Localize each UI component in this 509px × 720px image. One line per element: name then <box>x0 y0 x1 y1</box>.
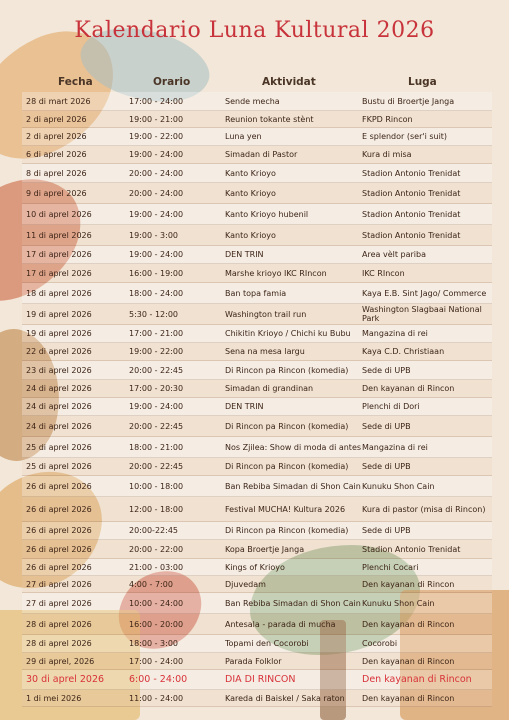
table-row <box>22 635 492 653</box>
activity-cell: Antesala - parada di mucha <box>225 619 336 629</box>
table-row <box>22 343 492 361</box>
page-title: Kalendario Luna Kultural 2026 <box>74 18 435 43</box>
table-row <box>22 458 492 476</box>
time-cell: 11:00 - 24:00 <box>129 693 184 703</box>
table-row <box>22 476 492 497</box>
table-row <box>22 522 492 540</box>
activity-cell: Chikitin Krioyo / Chichi ku Bubu <box>225 329 351 338</box>
location-cell: Den kayanan di Rincon <box>362 579 455 589</box>
location-cell: Plenchi Cocari <box>362 562 419 572</box>
activity-cell: Festival MUCHA! Kultura 2026 <box>225 504 346 514</box>
table-row <box>22 497 492 522</box>
table-header <box>0 74 509 90</box>
date-cell: 24 di aprel 2026 <box>26 384 92 393</box>
date-cell: 9 di aprel 2026 <box>26 188 87 198</box>
date-cell: 8 di aprel 2026 <box>26 168 87 178</box>
activity-cell: Djuvedam <box>225 579 266 589</box>
time-cell: 19:00 - 22:00 <box>129 132 184 141</box>
time-cell: 19:00 - 24:00 <box>129 150 184 159</box>
table-row <box>22 92 492 111</box>
activity-cell: Kanto Krioyo <box>225 188 276 198</box>
date-cell: 29 di aprel, 2026 <box>26 656 95 666</box>
time-cell: 19:00 - 22:00 <box>129 347 184 356</box>
activity-cell: Di Rincon pa Rincon (komedia) <box>225 462 349 471</box>
schedule-table <box>22 92 492 707</box>
date-cell: 26 di aprel 2026 <box>26 481 92 491</box>
location-cell: Sede di UPB <box>362 462 411 471</box>
date-cell: 27 di aprel 2026 <box>26 579 92 589</box>
time-cell: 19:00 - 21:00 <box>129 114 184 124</box>
date-cell: 18 di aprel 2026 <box>26 288 92 298</box>
table-row <box>22 690 492 707</box>
time-cell: 20:00 - 22:45 <box>129 365 184 375</box>
activity-cell: Sende mecha <box>225 96 280 106</box>
location-cell: Kunuku Shon Cain <box>362 598 435 608</box>
table-row <box>22 325 492 343</box>
table-row <box>22 559 492 576</box>
location-cell: Kaya E.B. Sint Jago/ Commerce <box>362 288 487 298</box>
location-cell: Kunuku Shon Cain <box>362 481 435 491</box>
table-row <box>22 653 492 670</box>
date-cell: 23 di aprel 2026 <box>26 365 92 375</box>
header-aktividat: Aktividat <box>262 76 316 88</box>
date-cell: 27 di aprel 2026 <box>26 598 92 608</box>
table-row <box>22 246 492 264</box>
date-cell: 1 di mei 2026 <box>26 693 82 703</box>
activity-cell: Kanto Krioyo <box>225 168 276 178</box>
activity-cell: Kanto Krioyo <box>225 230 276 240</box>
table-row <box>22 593 492 614</box>
activity-cell: Ban Rebiba Simadan di Shon Cain <box>225 598 361 608</box>
activity-cell: DEN TRIN <box>225 250 264 259</box>
location-cell: Stadion Antonio Trenidat <box>362 168 461 178</box>
date-cell: 28 di mart 2026 <box>26 96 91 106</box>
activity-cell: DEN TRIN <box>225 402 264 411</box>
time-cell: 19:00 - 3:00 <box>129 230 178 240</box>
table-row <box>22 183 492 204</box>
date-cell: 6 di aprel 2026 <box>26 150 87 159</box>
table-row <box>22 380 492 398</box>
location-cell: Den kayanan di Rincon <box>362 656 455 666</box>
date-cell: 26 di aprel 2026 <box>26 562 92 572</box>
location-cell: Stadion Antonio Trenidat <box>362 188 461 198</box>
time-cell: 19:00 - 24:00 <box>129 250 184 259</box>
location-cell: E splendor (ser'i suit) <box>362 132 448 141</box>
time-cell: 19:00 - 24:00 <box>129 402 184 411</box>
time-cell: 16:00 - 20:00 <box>129 619 184 629</box>
activity-cell: Di Rincon pa Rincon (komedia) <box>225 526 349 535</box>
location-cell: Kura di misa <box>362 150 412 159</box>
table-row <box>22 670 492 690</box>
header-luga: Luga <box>408 76 437 88</box>
table-row <box>22 361 492 380</box>
date-cell: 11 di aprel 2026 <box>26 230 92 240</box>
date-cell: 2 di aprel 2026 <box>26 114 87 124</box>
table-row <box>22 398 492 416</box>
date-cell: 24 di aprel 2026 <box>26 402 92 411</box>
time-cell: 17:00 - 24:00 <box>129 96 184 106</box>
activity-cell: Di Rincon pa Rincon (komedia) <box>225 421 349 431</box>
date-cell: 17 di aprel 2026 <box>26 268 92 278</box>
table-row <box>22 283 492 304</box>
location-cell: Kaya C.D. Christiaan <box>362 347 445 356</box>
location-cell: Sede di UPB <box>362 526 411 535</box>
activity-cell: Marshe krioyo IKC RIncon <box>225 268 327 278</box>
time-cell: 10:00 - 18:00 <box>129 481 184 491</box>
table-row <box>22 146 492 164</box>
table-row <box>22 204 492 225</box>
time-cell: 17:00 - 20:30 <box>129 384 184 393</box>
date-cell: 2 di aprel 2026 <box>26 132 87 141</box>
activity-cell: Topami den Cocorobi <box>225 639 309 648</box>
activity-cell: Simadan di grandinan <box>225 384 314 393</box>
activity-cell: DIA DI RINCON <box>225 674 296 685</box>
date-cell: 17 di aprel 2026 <box>26 250 92 259</box>
location-cell: Stadion Antonio Trenidat <box>362 209 461 219</box>
location-cell: Den kayanan di Rincon <box>362 674 472 685</box>
time-cell: 4:00 - 7:00 <box>129 579 173 589</box>
table-row <box>22 111 492 128</box>
activity-cell: Parada Folklor <box>225 656 282 666</box>
location-cell: Area vèlt pariba <box>362 250 426 259</box>
activity-cell: Ban Rebiba Simadan di Shon Cain <box>225 481 361 491</box>
date-cell: 30 di aprel 2026 <box>26 674 105 685</box>
date-cell: 24 di aprel 2026 <box>26 421 92 431</box>
table-row <box>22 540 492 559</box>
time-cell: 12:00 - 18:00 <box>129 504 184 514</box>
location-cell: Plenchi di Dori <box>362 402 420 411</box>
table-row <box>22 128 492 146</box>
location-cell: Den kayanan di Rincon <box>362 384 455 393</box>
location-cell: Sede di UPB <box>362 365 411 375</box>
time-cell: 20:00 - 22:45 <box>129 421 184 431</box>
activity-cell: Kings of Krioyo <box>225 562 285 572</box>
activity-cell: Washington trail run <box>225 309 307 319</box>
time-cell: 18:00 - 21:00 <box>129 442 184 452</box>
activity-cell: Sena na mesa largu <box>225 347 305 356</box>
table-row <box>22 416 492 437</box>
time-cell: 18:00 - 3:00 <box>129 639 178 648</box>
time-cell: 10:00 - 24:00 <box>129 598 184 608</box>
activity-cell: Reunion tokante stènt <box>225 114 314 124</box>
table-row <box>22 437 492 458</box>
date-cell: 28 di aprel 2026 <box>26 639 92 648</box>
date-cell: 22 di aprel 2026 <box>26 347 92 356</box>
location-cell: Mangazina di rei <box>362 442 428 452</box>
date-cell: 10 di aprel 2026 <box>26 209 92 219</box>
header-fecha: Fecha <box>58 76 93 88</box>
location-cell: Bustu di Broertje Janga <box>362 96 455 106</box>
time-cell: 5:30 - 12:00 <box>129 309 178 319</box>
table-row <box>22 576 492 593</box>
date-cell: 26 di aprel 2026 <box>26 504 92 514</box>
table-row <box>22 264 492 283</box>
date-cell: 28 di aprel 2026 <box>26 619 92 629</box>
location-cell: IKC RIncon <box>362 268 405 278</box>
date-cell: 25 di aprel 2026 <box>26 442 92 452</box>
date-cell: 26 di aprel 2026 <box>26 526 92 535</box>
activity-cell: Ban topa famia <box>225 288 287 298</box>
date-cell: 19 di aprel 2026 <box>26 329 92 338</box>
location-cell: Kura di pastor (misa di Rincon) <box>362 504 486 514</box>
location-cell: Mangazina di rei <box>362 329 428 338</box>
time-cell: 17:00 - 24:00 <box>129 656 184 666</box>
time-cell: 19:00 - 24:00 <box>129 209 184 219</box>
location-cell: Sede di UPB <box>362 421 411 431</box>
location-cell: FKPD Rincon <box>362 114 413 124</box>
location-cell: Den kayanan di Rincon <box>362 693 455 703</box>
time-cell: 20:00 - 24:00 <box>129 188 184 198</box>
time-cell: 20:00 - 24:00 <box>129 168 184 178</box>
date-cell: 25 di aprel 2026 <box>26 462 92 471</box>
activity-cell: Di Rincon pa Rincon (komedia) <box>225 365 349 375</box>
table-row <box>22 164 492 183</box>
location-cell: Stadion Antonio Trenidat <box>362 544 461 554</box>
time-cell: 20:00 - 22:00 <box>129 544 184 554</box>
date-cell: 26 di aprel 2026 <box>26 544 92 554</box>
time-cell: 6:00 - 24:00 <box>129 674 188 685</box>
time-cell: 20:00 - 22:45 <box>129 462 184 471</box>
table-row <box>22 614 492 635</box>
time-cell: 20:00-22:45 <box>129 526 178 535</box>
time-cell: 17:00 - 21:00 <box>129 329 184 338</box>
time-cell: 21:00 - 03:00 <box>129 562 184 572</box>
table-row <box>22 225 492 246</box>
activity-cell: Kanto Krioyo hubenil <box>225 209 309 219</box>
location-cell: Washington Slagbaai National Park <box>362 305 482 323</box>
activity-cell: Simadan di Pastor <box>225 150 298 159</box>
location-cell: Cocorobi <box>362 639 398 648</box>
date-cell: 19 di aprel 2026 <box>26 309 92 319</box>
header-orario: Orario <box>153 76 191 88</box>
time-cell: 18:00 - 24:00 <box>129 288 184 298</box>
table-row <box>22 304 492 325</box>
activity-cell: Nos Zjilea: Show di moda di antes <box>225 442 362 452</box>
activity-cell: Kareda di Baiskel / Saka raton <box>225 693 345 703</box>
activity-cell: Kopa Broertje Janga <box>225 544 305 554</box>
location-cell: Stadion Antonio Trenidat <box>362 230 461 240</box>
time-cell: 16:00 - 19:00 <box>129 268 184 278</box>
activity-cell: Luna yen <box>225 132 262 141</box>
location-cell: Den kayanan di Rincon <box>362 619 455 629</box>
